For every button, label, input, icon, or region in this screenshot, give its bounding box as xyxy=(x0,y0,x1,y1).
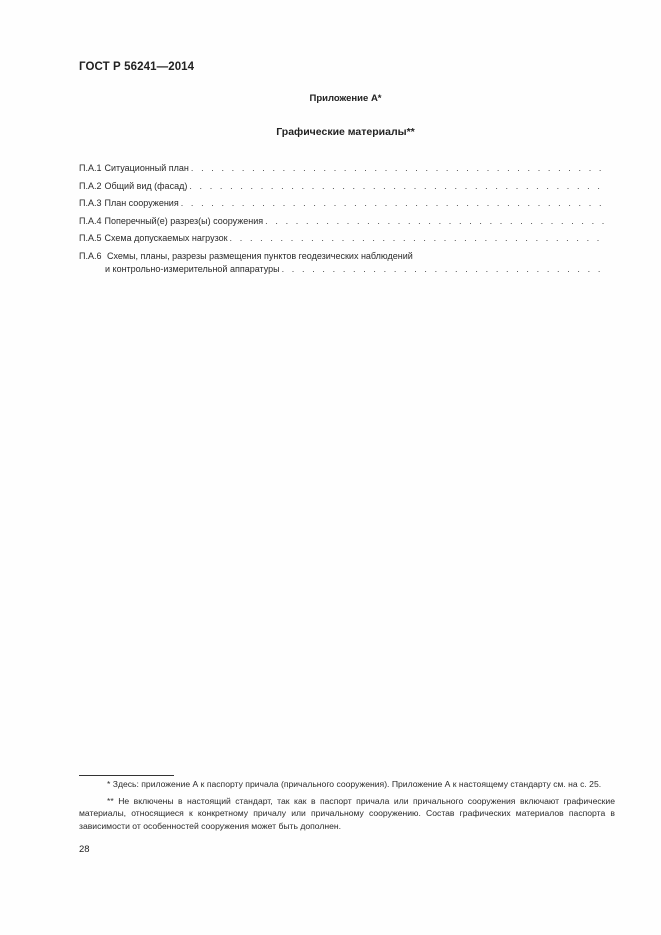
toc-item xyxy=(79,215,605,233)
footnote xyxy=(79,795,615,833)
toc-item-text: Схемы, планы, разрезы размещения пунктов геодезических наблюдений xyxy=(107,250,413,261)
toc-item xyxy=(79,250,605,276)
toc-item-code: П.А.4 xyxy=(79,215,102,226)
footnote-marker: * xyxy=(107,779,111,789)
toc-item-text: План сооружения xyxy=(104,198,179,209)
table-of-contents xyxy=(79,162,605,276)
toc-item-text: Схема допускаемых нагрузок xyxy=(104,233,228,244)
footnote-text: Не включены в настоящий стандарт, так как в паспорт причала или причального сооружения включают графические материалы, относящиеся к конкретному причалу или причальному сооружению. Состав графических материалов паспорта в зависимости от особенностей сооружения может быть дополнен. xyxy=(79,795,616,831)
toc-item-text: Общий вид (фасад) xyxy=(104,180,188,191)
dot-leader xyxy=(181,197,605,210)
dot-leader xyxy=(265,215,605,228)
footnote-marker: ** xyxy=(107,795,114,806)
toc-item xyxy=(79,162,605,180)
footnote-separator xyxy=(79,775,174,776)
toc-item-code: П.А.6 xyxy=(79,250,102,261)
toc-item-code: П.А.1 xyxy=(79,163,102,173)
section-title: Графические материалы** xyxy=(276,126,415,138)
toc-item-continuation: и контрольно-измерительной аппаратуры xyxy=(105,263,280,274)
toc-item-text: Ситуационный план xyxy=(104,163,189,173)
toc-item xyxy=(79,197,605,215)
dot-leader xyxy=(282,263,605,276)
dot-leader xyxy=(189,180,605,193)
document-code: ГОСТ Р 56241—2014 xyxy=(79,61,195,73)
footnotes xyxy=(79,778,615,836)
toc-item xyxy=(79,232,605,250)
toc-item-code: П.А.3 xyxy=(79,198,102,209)
footnote-text: Здесь: приложение А к паспорту причала (причального сооружения). Приложение А к настоящему стандарту см. на с. 25. xyxy=(112,779,602,789)
page-number: 28 xyxy=(79,844,90,855)
dot-leader xyxy=(191,162,605,175)
toc-item-code: П.А.2 xyxy=(79,180,102,191)
toc-item xyxy=(79,180,605,198)
toc-item-text: Поперечный(е) разрез(ы) сооружения xyxy=(104,215,264,226)
dot-leader xyxy=(230,232,605,245)
appendix-label: Приложение А* xyxy=(309,93,382,104)
toc-item-code: П.А.5 xyxy=(79,233,102,244)
footnote xyxy=(79,778,615,791)
